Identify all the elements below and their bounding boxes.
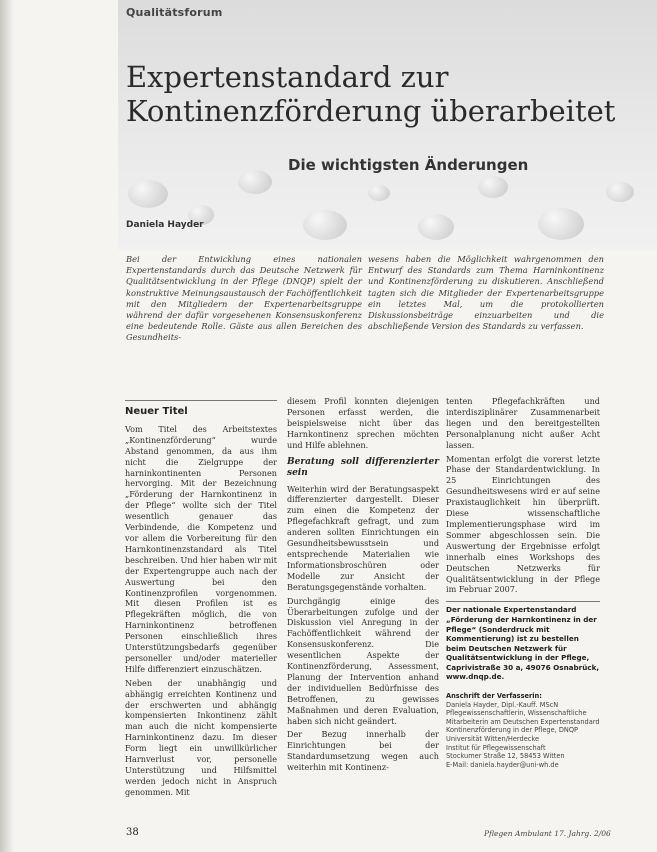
column-rule xyxy=(125,400,277,401)
article-title-line-2: Kontinenzförderung überarbeitet xyxy=(126,94,616,128)
intro-left: Bei der Entwicklung eines nationalen Expertenstandards durch das Deutsche Netzwerk für Qualitätsentwicklung in der Pflege (DNQP) spielt der konstruktive Meinungsaustausch der Fachöffentlichkeit mit den Mitgliedern der Expertenarbeitsgruppe während der dafür vorgesehenen Konsensuskonferenz eine bedeutende Rolle. Gäste aus allen Bereichen des Gesundheits- xyxy=(126,254,362,343)
column-3 xyxy=(446,396,600,769)
body-paragraph: diesem Profil konnten diejenigen Personen erfasst werden, die beispielsweise nicht über das Harnkontinenz sprechen möchten und Hilfe ablehnen. xyxy=(287,396,439,450)
body-paragraph: Weiterhin wird der Beratungsaspekt differenzierter dargestellt. Dieser zum einen die Kompetenz der Pflegefachkraft gefragt, und zum anderen sollten Einrichtungen ein Gesundheitsbewusstsein und entsprechende Materialien wie Informationsbroschüren oder Modelle zur Ansicht der Beratungsgegenstände vorhalten. xyxy=(287,483,439,592)
body-paragraph: Vom Titel des Arbeitstextes „Kontinenzförderung“ wurde Abstand genommen, da aus ihm nicht die Zielgruppe der harninkontinenten Personen hervorging. Mit der Bezeichnung „Förderung der Harnkontinenz in der Pflege“ wollte sich der Titel wesentlich genauer das Verbindende, die Kompetenz und vor allem die Vorbereitung für den Harnkontinenzstandard als Titel beschreiben. Und hier haben wir mit der Expertengruppe auch nach der Auswertung bei den Kontinenzprofilen vorgenommen. Mit diesen Profilen ist es Pflegekräften möglich, die von Harninkontinenz betroffenen Personen einschließlich ihres Unterstützungsbedarfs gegenüber personeller und/oder materieller Hilfe differenziert einzuschätzen. xyxy=(125,423,277,674)
ordering-info-box: Der nationale Expertenstandard „Förderung der Harnkontinenz in der Pflege“ (Sonderdruck mit Kommentierung) ist zu bestellen beim Deutschen Netzwerk für Qualitätsentwicklung in der Pflege, Caprivistraße 30 a, 49076 Osnabrück, www.dnqp.de. xyxy=(446,601,600,682)
column-1 xyxy=(125,400,277,801)
section-label: Qualitätsforum xyxy=(126,6,223,19)
body-paragraph: Neben der unabhängig und abhängig erreichten Kontinenz und der erschwerten und abhängig kompensierten Inkontinenz zählt man auch die nicht kompensierte Harninkontinenz dazu. Im dieser Form liegt ein unwillkürlicher Harnverlust vor, personelle Unterstützung und Hilfsmittel werden jedoch nicht in Anspruch genommen. Mit xyxy=(125,677,277,797)
address-label: Anschrift der Verfasserin: xyxy=(446,692,542,701)
sub-heading-beratung: Beratung soll differenzierter sein xyxy=(287,456,439,478)
article-title xyxy=(126,60,646,128)
column-2 xyxy=(287,396,439,776)
address-line: Stockumer Straße 12, 58453 Witten xyxy=(446,752,565,761)
address-line: Universität Witten/Herdecke xyxy=(446,735,540,744)
section-heading-neuer-titel: Neuer Titel xyxy=(125,406,188,417)
page-edge-shadow xyxy=(0,0,14,852)
body-paragraph: Momentan erfolgt die vorerst letzte Phase der Standardentwicklung. In 25 Einrichtungen des Gesundheitswesens wird er auf seine Praxistauglichkeit hin überprüft. Diese wissenschaftliche Implementierungsphase wird im Sommer abgeschlossen sein. Die Auswertung der Ergebnisse erfolgt innerhalb eines Workshops des Deutschen Netzwerks für Qualitätsentwicklung in der Pflege im Februar 2007. xyxy=(446,453,600,595)
journal-reference: Pflegen Ambulant 17. Jahrg. 2/06 xyxy=(484,829,611,838)
author-name: Daniela Hayder xyxy=(126,220,204,230)
article-title-line-1: Expertenstandard zur xyxy=(126,60,449,94)
address-line: Daniela Hayder, Dipl.-Kauff. MScN xyxy=(446,700,559,709)
author-address-box xyxy=(446,692,600,769)
address-line: E-Mail: daniela.hayder@uni-wh.de xyxy=(446,760,559,769)
article-subtitle: Die wichtigsten Änderungen xyxy=(288,156,529,174)
address-line: Institut für Pflegewissenschaft xyxy=(446,743,546,752)
intro-right: wesens haben die Möglichkeit wahrgenommen den Entwurf des Standards zum Thema Harninkontinenz und Kontinenzförderung zu diskutieren. Anschließend tagten sich die Mitglieder der Expertenarbeitsgruppe ein letztes Mal, um die protokollierten Diskussionsbeiträge einzuarbeiten und die abschließende Version des Standards zu verfassen. xyxy=(368,254,604,332)
address-line: Pflegewissenschaftlerin, Wissenschaftliche Mitarbeiterin am Deutschen Expertenstandard Kontinenzförderung in der Pflege, DNQP xyxy=(446,709,600,735)
body-paragraph: Durchgängig einige des Überarbeitungen zufolge und der Diskussion viel Anregung in der Fachöffentlichkeit während der Konsensuskonferenz. Die wesentlichen Aspekte der Kontinenzförderung, Assessment, Planung der Intervention anhand der individuellen Bedürfnisse des Betroffenen, zu gewisses Maßnahmen und deren Evaluation, haben sich nicht geändert. xyxy=(287,595,439,726)
body-paragraph: tenten Pflegefachkräften und interdisziplinärer Zusammenarbeit liegen und den bereitgestellten Personalplanung nicht außer Acht lassen. xyxy=(446,396,600,450)
body-paragraph: Der Bezug innerhalb der Einrichtungen bei der Standardumsetzung wegen auch weiterhin mit Kontinenz- xyxy=(287,729,439,773)
page-number: 38 xyxy=(126,827,139,838)
